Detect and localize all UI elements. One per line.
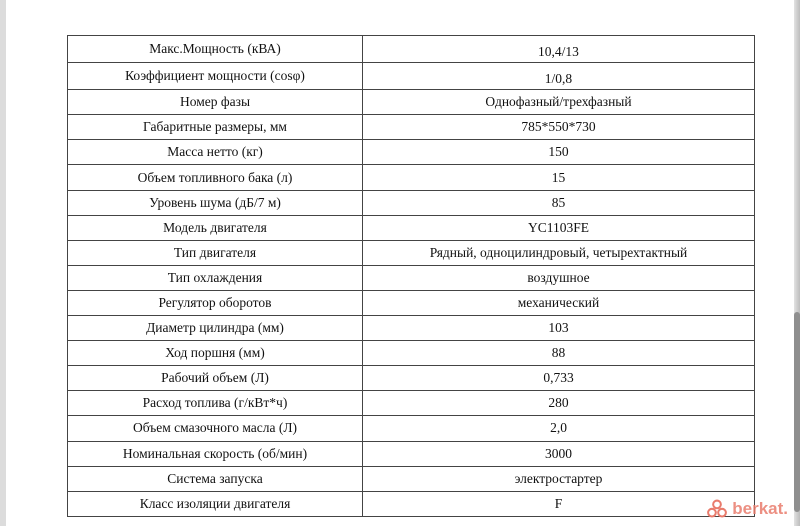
value-cell: 88	[363, 341, 755, 366]
value-cell: 785*550*730	[363, 115, 755, 140]
param-cell: Система запуска	[68, 466, 363, 491]
value-cell: F	[363, 491, 755, 516]
table-row	[68, 140, 755, 165]
param-cell: Ход поршня (мм)	[68, 341, 363, 366]
table-row	[68, 416, 755, 441]
table-row	[68, 391, 755, 416]
table-row	[68, 466, 755, 491]
param-cell: Габаритные размеры, мм	[68, 115, 363, 140]
value-cell: электростартер	[363, 466, 755, 491]
param-cell: Расход топлива (г/кВт*ч)	[68, 391, 363, 416]
param-cell: Объем смазочного масла (Л)	[68, 416, 363, 441]
value-cell: воздушное	[363, 265, 755, 290]
table-row	[68, 316, 755, 341]
value-cell: 280	[363, 391, 755, 416]
berkat-logo-icon	[706, 498, 728, 520]
value-cell: 150	[363, 140, 755, 165]
param-cell: Диаметр цилиндра (мм)	[68, 316, 363, 341]
table-row	[68, 115, 755, 140]
value-cell: Однофазный/трехфазный	[363, 90, 755, 115]
table-row	[68, 215, 755, 240]
table-row	[68, 290, 755, 315]
param-cell: Рабочий объем (Л)	[68, 366, 363, 391]
value-cell: 10,4/13	[363, 36, 755, 63]
param-cell: Тип двигателя	[68, 240, 363, 265]
value-cell: 1/0,8	[363, 63, 755, 90]
value-cell: 15	[363, 165, 755, 190]
value-cell: 0,733	[363, 366, 755, 391]
table-row	[68, 165, 755, 190]
param-cell: Объем топливного бака (л)	[68, 165, 363, 190]
value-cell: 3000	[363, 441, 755, 466]
watermark	[706, 498, 788, 520]
left-edge	[0, 0, 6, 526]
value-cell: 103	[363, 316, 755, 341]
value-cell: Рядный, одноцилиндровый, четырехтактный	[363, 240, 755, 265]
value-cell: 85	[363, 190, 755, 215]
param-cell: Коэффициент мощности (cosφ)	[68, 63, 363, 90]
param-cell: Уровень шума (дБ/7 м)	[68, 190, 363, 215]
value-cell: механический	[363, 290, 755, 315]
param-cell: Класс изоляции двигателя	[68, 491, 363, 516]
table-row	[68, 441, 755, 466]
param-cell: Тип охлаждения	[68, 265, 363, 290]
param-cell: Макс.Мощность (кВА)	[68, 36, 363, 63]
scrollbar-thumb[interactable]	[794, 312, 800, 512]
watermark-text: berkat.	[732, 499, 788, 518]
table-row	[68, 190, 755, 215]
table-row	[68, 491, 755, 516]
table-row	[68, 63, 755, 90]
param-cell: Модель двигателя	[68, 215, 363, 240]
specifications-table	[67, 35, 755, 517]
param-cell: Номинальная скорость (об/мин)	[68, 441, 363, 466]
table-row	[68, 36, 755, 63]
param-cell: Масса нетто (кг)	[68, 140, 363, 165]
param-cell: Номер фазы	[68, 90, 363, 115]
table-row	[68, 265, 755, 290]
table-row	[68, 341, 755, 366]
table-row	[68, 90, 755, 115]
value-cell: YC1103FE	[363, 215, 755, 240]
value-cell: 2,0	[363, 416, 755, 441]
param-cell: Регулятор оборотов	[68, 290, 363, 315]
table-row	[68, 366, 755, 391]
table-row	[68, 240, 755, 265]
